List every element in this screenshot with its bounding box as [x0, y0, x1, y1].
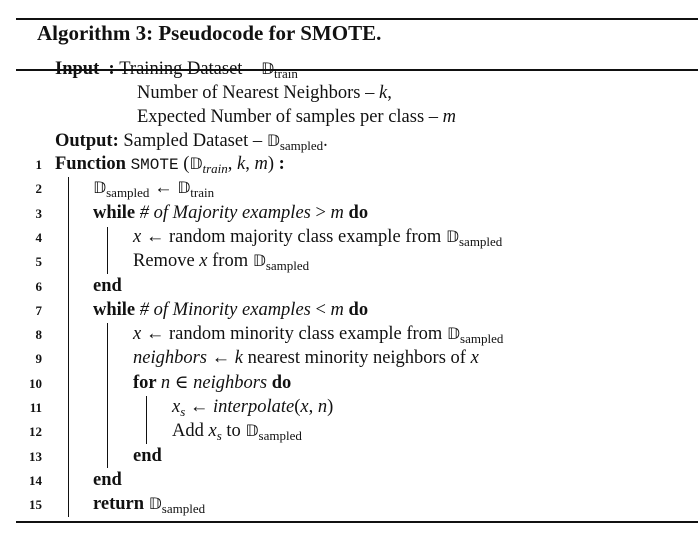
- code-token: 𝔻: [252, 251, 266, 271]
- code-token: 𝔻: [245, 421, 259, 441]
- code-token: # of Minority examples: [139, 299, 311, 320]
- code-token: 𝔻: [177, 178, 191, 198]
- code-token: do: [343, 202, 369, 223]
- code-token: Number of Nearest Neighbors –: [137, 83, 379, 103]
- code-token: train: [190, 185, 215, 201]
- code-token: do: [267, 372, 292, 393]
- code-token: (: [294, 397, 301, 417]
- code-token: Function: [55, 154, 131, 174]
- code-token: for: [133, 372, 161, 393]
- code-token: s: [180, 404, 186, 419]
- code-token: while: [93, 299, 140, 320]
- code-token: to: [221, 421, 246, 442]
- code-token: from: [207, 251, 253, 272]
- code-token: x: [208, 421, 217, 442]
- code-token: ←: [207, 348, 235, 369]
- code-line: [55, 152, 285, 176]
- line-number: 4: [35, 229, 42, 245]
- block-bar-function: [68, 177, 69, 517]
- line-number: 1: [35, 157, 42, 172]
- code-token: (: [178, 154, 190, 174]
- code-token: 𝔻: [446, 324, 461, 344]
- code-token: x: [172, 397, 181, 417]
- code-token: ,: [308, 397, 318, 417]
- code-line: [133, 444, 162, 468]
- code-token: ,: [245, 154, 255, 174]
- code-token: :: [99, 59, 120, 79]
- line-number: 8: [35, 327, 42, 343]
- code-token: Output:: [55, 131, 119, 151]
- code-token: m: [330, 299, 344, 320]
- line-number: 5: [35, 254, 42, 270]
- code-token: ∈: [170, 372, 194, 393]
- output-spec: [55, 129, 328, 153]
- code-token: sampled: [458, 233, 503, 249]
- code-line: [93, 492, 205, 516]
- code-token: Sampled Dataset –: [118, 131, 267, 151]
- code-token: ): [267, 154, 275, 174]
- code-token: >: [310, 202, 331, 223]
- code-token: interpolate: [213, 397, 295, 417]
- code-token: end: [93, 275, 122, 296]
- bottom-rule: [16, 521, 698, 523]
- block-bar-for: [146, 396, 147, 444]
- code-token: ,: [387, 83, 392, 103]
- code-token: SMOTE: [130, 156, 179, 174]
- code-token: x: [133, 226, 142, 247]
- block-bar-while-minority: [107, 323, 108, 468]
- code-token: nearest minority neighbors of: [242, 348, 471, 369]
- code-line: [133, 346, 479, 370]
- code-token: Training Dataset –: [119, 59, 261, 79]
- code-token: ← random majority class example from: [141, 226, 446, 247]
- code-line: [172, 395, 333, 419]
- block-bar-while-majority: [107, 227, 108, 274]
- code-token: sampled: [258, 428, 302, 444]
- code-token: n: [317, 397, 328, 417]
- code-token: <: [310, 299, 331, 320]
- code-line: [133, 322, 503, 346]
- code-token: Input: [55, 59, 100, 79]
- code-token: 𝔻: [266, 131, 280, 150]
- code-token: while: [93, 202, 140, 223]
- code-token: sampled: [460, 331, 504, 347]
- code-token: ←: [149, 178, 178, 199]
- code-token: ,: [227, 154, 238, 174]
- line-number: 12: [29, 424, 42, 440]
- line-number: 6: [35, 278, 42, 294]
- code-token: train: [202, 161, 228, 176]
- code-token: sampled: [265, 258, 310, 274]
- code-token: .: [323, 131, 328, 151]
- code-token: neighbors: [133, 348, 207, 369]
- code-token: 𝔻: [148, 494, 162, 514]
- code-token: Remove: [133, 251, 200, 272]
- code-token: m: [330, 202, 344, 223]
- code-token: sampled: [106, 185, 150, 201]
- code-token: do: [343, 299, 369, 320]
- code-token: k: [234, 348, 243, 369]
- code-token: train: [274, 66, 298, 81]
- code-token: m: [442, 107, 457, 127]
- line-number: 2: [35, 181, 42, 197]
- line-number: 11: [29, 400, 42, 415]
- code-token: ): [327, 397, 334, 417]
- line-number: 15: [29, 497, 42, 513]
- line-number: 9: [35, 351, 42, 367]
- code-token: 𝔻: [260, 59, 275, 78]
- code-line: [93, 176, 214, 200]
- code-token: x: [199, 251, 208, 272]
- code-token: end: [93, 469, 122, 490]
- code-token: m: [254, 154, 268, 174]
- code-token: end: [133, 445, 162, 466]
- code-token: 𝔻: [93, 178, 107, 198]
- line-number: 7: [35, 302, 42, 318]
- code-token: 𝔻: [189, 154, 203, 173]
- code-token: 𝔻: [445, 226, 459, 246]
- input-spec: [137, 105, 456, 129]
- line-number: 13: [29, 448, 42, 464]
- code-line: [133, 371, 291, 395]
- code-line: [93, 298, 368, 322]
- code-token: k: [237, 154, 246, 174]
- code-token: x: [470, 348, 479, 369]
- code-token: neighbors: [193, 372, 268, 393]
- code-token: x: [300, 397, 309, 417]
- input-spec: [137, 81, 392, 105]
- code-line: [93, 468, 122, 492]
- code-token: ←: [185, 397, 214, 417]
- input-spec: [55, 57, 298, 81]
- code-token: s: [216, 428, 222, 444]
- code-token: # of Majority examples: [139, 202, 311, 223]
- line-number: 14: [29, 472, 42, 488]
- line-number: 10: [29, 375, 42, 391]
- code-token: n: [160, 372, 171, 393]
- line-number: 3: [35, 205, 42, 221]
- code-token: Expected Number of samples per class –: [137, 107, 443, 127]
- code-token: :: [274, 154, 285, 174]
- code-line: [93, 201, 368, 225]
- code-token: k: [378, 83, 388, 103]
- code-line: [133, 225, 502, 249]
- code-token: ← random minority class example from: [141, 324, 447, 345]
- algorithm-title: Algorithm 3: Pseudocode for SMOTE.: [37, 21, 382, 45]
- code-line: [172, 419, 302, 443]
- code-token: Add: [172, 421, 209, 442]
- code-token: x: [133, 324, 142, 345]
- code-token: sampled: [161, 501, 206, 517]
- code-line: [93, 274, 122, 298]
- code-line: [133, 249, 309, 273]
- code-token: sampled: [279, 138, 324, 153]
- code-token: return: [93, 494, 149, 515]
